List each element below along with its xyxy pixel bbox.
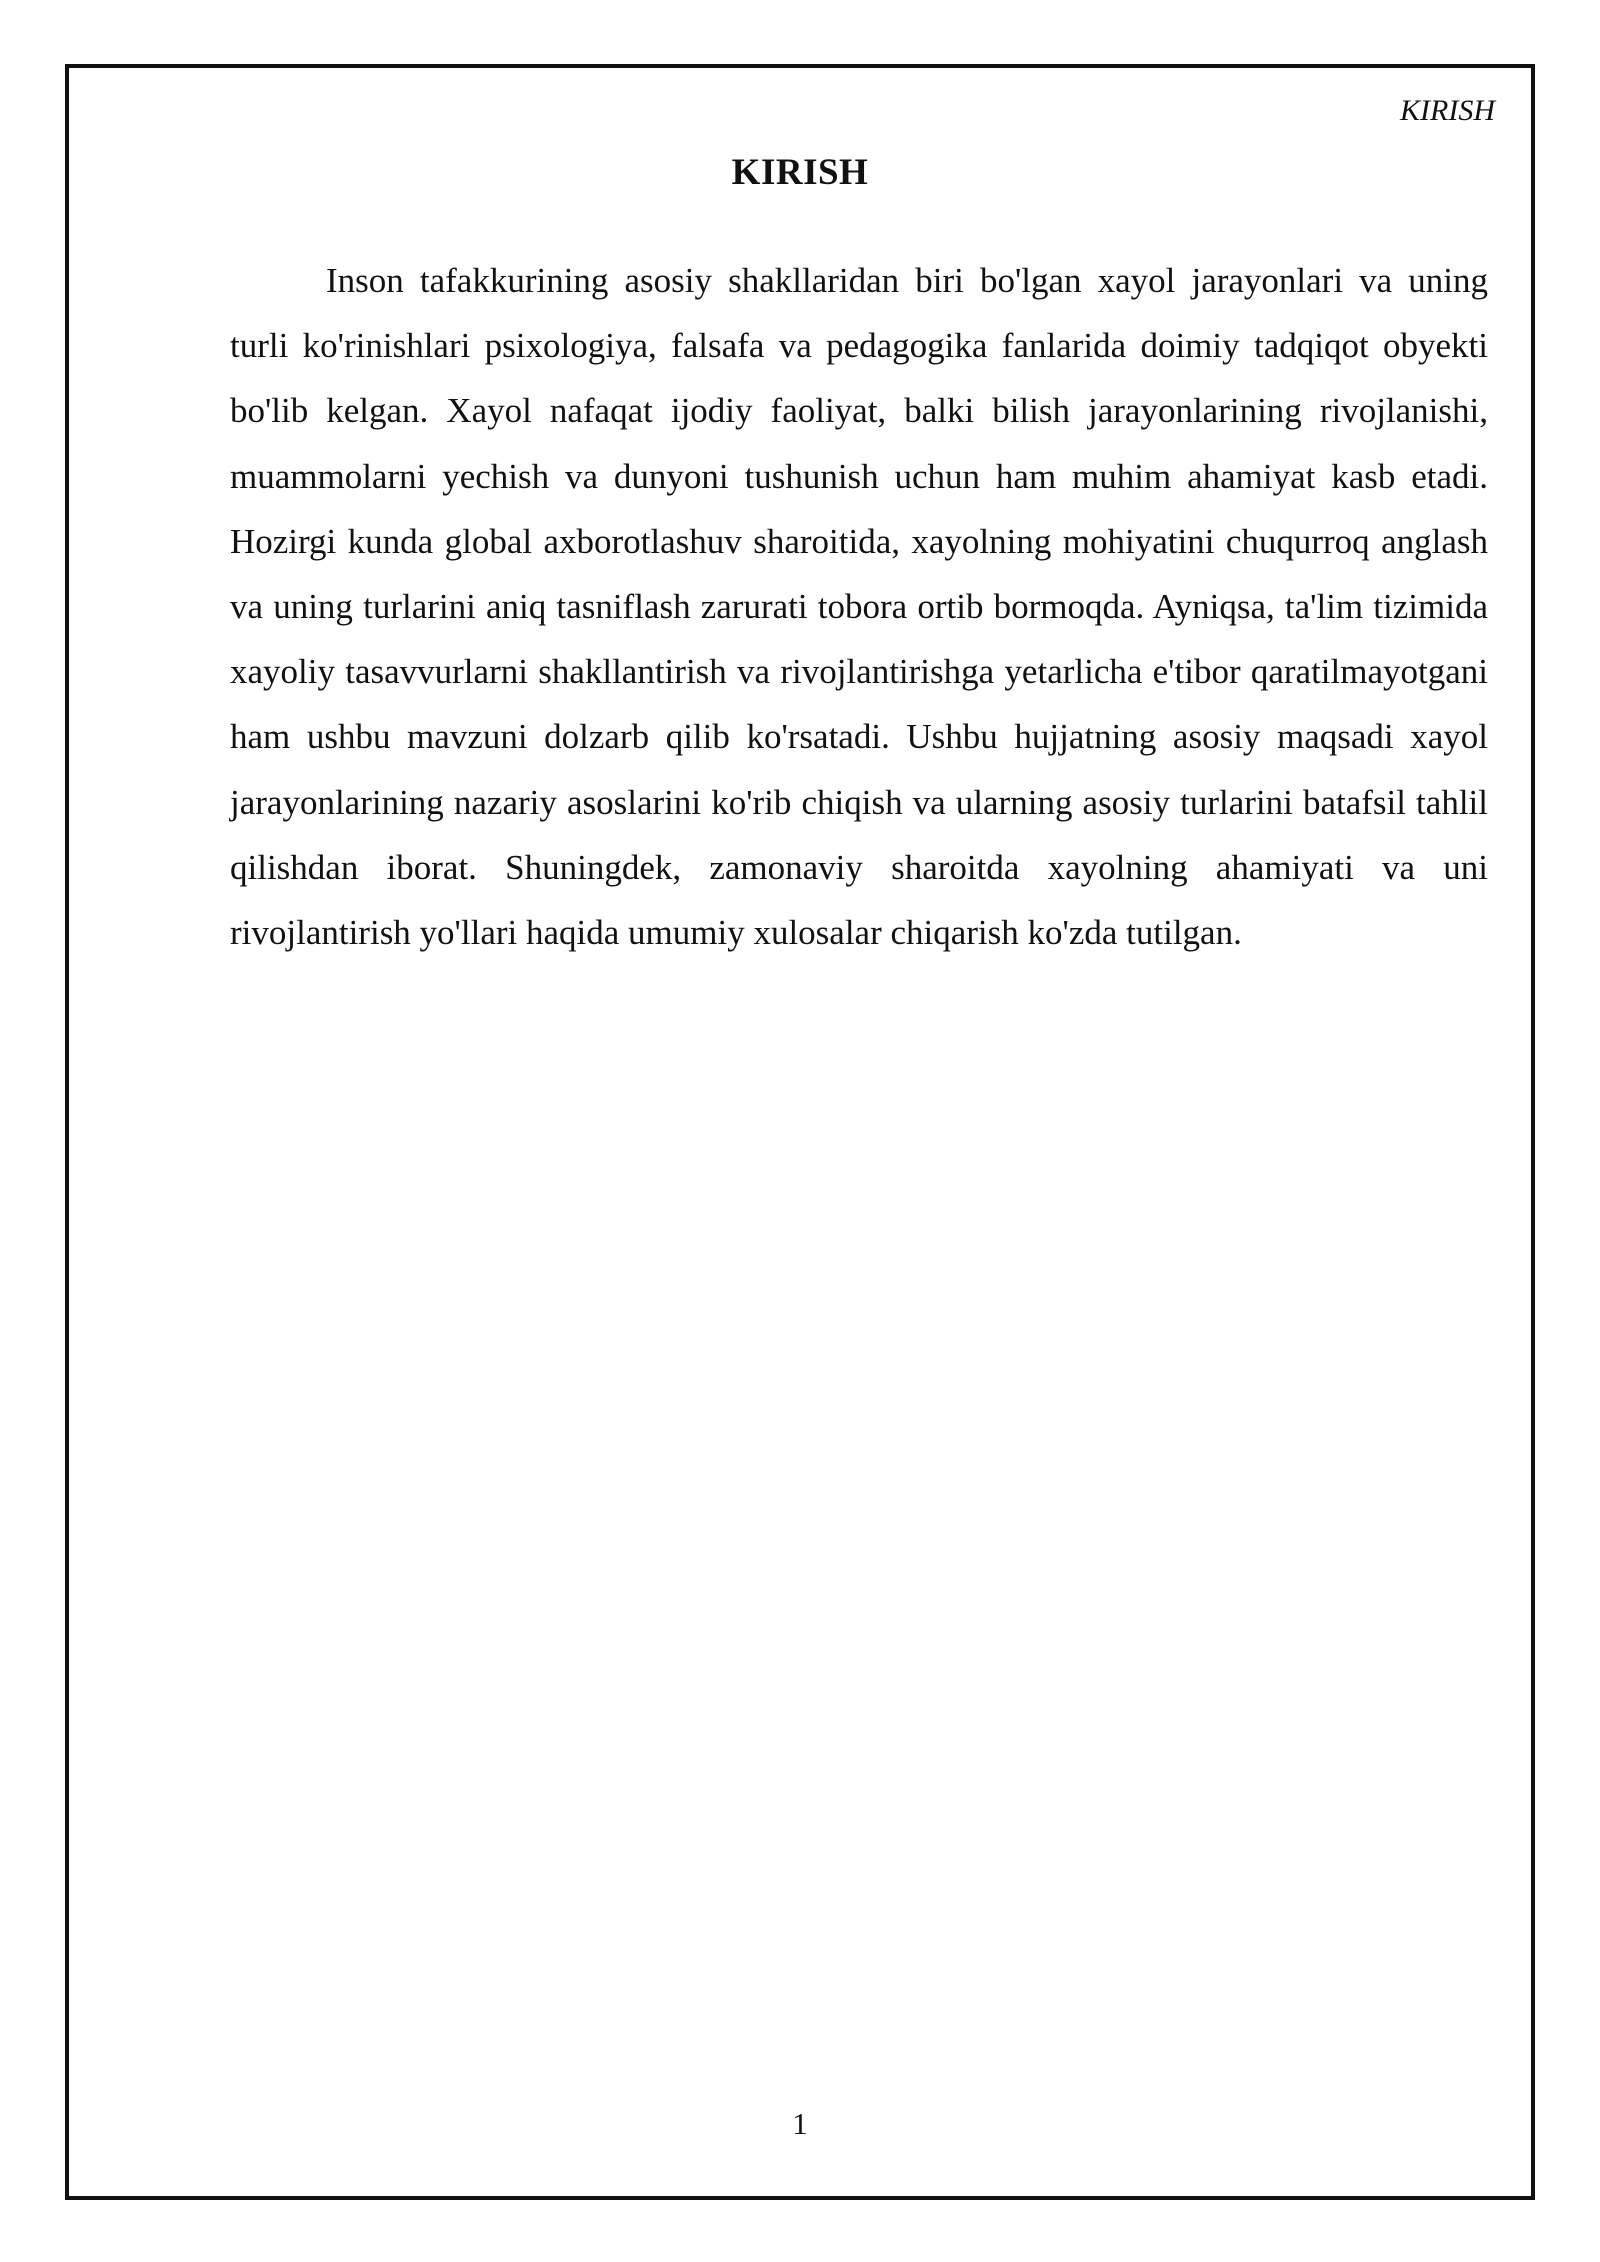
running-header: KIRISH — [1400, 94, 1495, 127]
page-title: KIRISH — [731, 152, 869, 193]
body-paragraph: Inson tafakkurining asosiy shakllaridan biri bo'lgan xayol jarayonlari va uning turli ko'rinishlari psixologiya, falsafa va pedagogika fanlarida doimiy tadqiqot obyekti bo'lib kelgan. Xayol nafaqat ijodiy faoliyat, balki bilish jarayonlarining rivojlanishi, muammolarni yechish va dunyoni tushunish uchun ham muhim ahamiyat kasb etadi. Hozirgi kunda global axborotlashuv sharoitida, xayolning mohiyatini chuqurroq anglash va uning turlarini aniq tasniflash zarurati tobora ortib bormoqda. Ayniqsa, ta'lim tizimida xayoliy tasavvurlarni shakllantirish va rivojlantirishga yetarlicha e'tibor qaratilmayotgani ham ushbu mavzuni dolzarb qilib ko'rsatadi. Ushbu hujjatning asosiy maqsadi xayol jarayonlarining nazariy asoslarini ko'rib chiqish va ularning asosiy turlarini batafsil tahlil qilishdan iborat. Shuningdek, zamonaviy sharoitda xayolning ahamiyati va uni rivojlantirish yo'llari haqida umumiy xulosalar chiqarish ko'zda tutilgan. — [230, 261, 1488, 953]
page-number: 1 — [792, 2106, 808, 2141]
